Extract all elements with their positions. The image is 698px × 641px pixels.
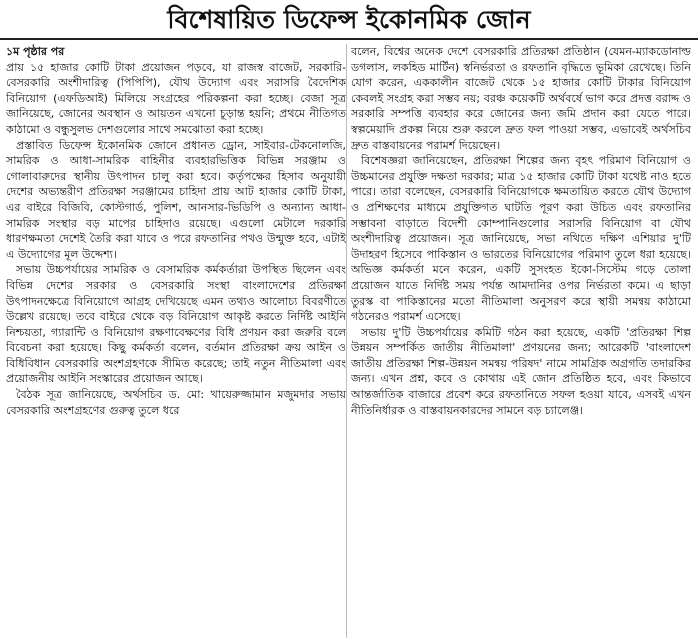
headline: বিশেষায়িত ডিফেন্স ইকোনমিক জোন: [167, 5, 531, 34]
left-column: [6, 44, 346, 638]
paragraph: বলেন, বিশ্বের অনেক দেশে বেসরকারি প্রতিরক্ষা প্রতিষ্ঠান (যেমন-ম্যাকডোনাল্ড ডগলাস, লকহিড মার্টিন) স্বনির্ভরতা ও রফতানি বৃদ্ধিতে ভূমিকা রেখেছে। তিনি যোগ করেন, এককালীন বাজেট থেকে ১৫ হাজার কোটি টাকার বিনিয়োগ কেবলই সংগ্রহ করা সম্ভব নয়; বরঞ্চ কয়েকটি অর্থবর্ষে ভাগ করে প্রদত্ত বরাদ্দ ও সরকারি সম্পত্তি ব্যবহার করে জোনের জন্য জমি প্রদান করা যেতে পারে। স্বল্পমেয়াদি প্রকল্প নিয়ে শুরু করলে দ্রুত ফল পাওয়া সম্ভব, এভাবেই অর্থসচিব দ্রুত বাস্তবায়নের পরামর্শ দিয়েছেন।: [351, 45, 691, 152]
headline-area: [0, 0, 698, 40]
paragraph: প্রায় ১৫ হাজার কোটি টাকা প্রয়োজন পড়বে, যা রাজস্ব বাজেট, সরকারি-বেসরকারি অংশীদারিত্ব (পিপিপি), যৌথ উদ্যোগ এবং সরাসরি বৈদেশিক বিনিয়োগ (এফডিআই) মিলিয়ে সংগ্রহের পরিকল্পনা করা হচ্ছে। বেজা সূত্র জানিয়েছে, জোনের অবস্থান ও আয়তন এখনো চূড়ান্ত হয়নি; প্রথমে নীতিগত কাঠামো ও বন্ধুসুলভ দেশগুলোর সাথে সমঝোতা করা হচ্ছে।: [6, 60, 346, 136]
continued-from-label: ১ম পৃষ্ঠার পর: [6, 45, 65, 58]
headline-rule: [0, 38, 698, 40]
right-column: [351, 44, 691, 638]
paragraph: সভায় দু'টি উচ্চপর্যায়ের কমিটি গঠন করা হয়েছে, একটি 'প্রতিরক্ষা শিল্প উন্নয়ন সম্পর্কিত জাতীয় নীতিমালা' প্রণয়নের জন্য; আরেকটি 'বাংলাদেশ জাতীয় প্রতিরক্ষা শিল্প-উন্নয়ন সমন্বয় পরিষদ' নামে সামগ্রিক অগ্রগতি তদারকির জন্য। এখন প্রশ্ন, কবে ও কোথায় এই জোন প্রতিষ্ঠিত হবে, এবং কিভাবে আন্তর্জাতিক বাজারে প্রবেশ করে রফতানিতে সফল হওয়া যাবে, এসবই এখন নীতিনির্ধারক ও বাস্তবায়নকারদের সামনে বড় চ্যালেঞ্জ।: [351, 325, 691, 417]
paragraph: বিশেষজ্ঞরা জানিয়েছেন, প্রতিরক্ষা শিল্পের জন্য বৃহৎ পরিমাণ বিনিয়োগ ও উচ্চমানের প্রযুক্তি দক্ষতা দরকার; মাত্র ১৫ হাজার কোটি টাকা যথেষ্ট নাও হতে পারে। তারা বলেছেন, বেসরকারি বিনিয়োগকে ক্ষমতায়িত করতে যৌথ উদ্যোগ ও প্রশিক্ষণের মাধ্যমে প্রযুক্তিগত ঘাটতি পূরণ করা উচিত এবং রফতানির সম্ভাবনা বাড়াতে বিদেশী কোম্পানিগুলোর সরাসরি বিনিয়োগ বা যৌথ অংশীদারিত্ব প্রয়োজন। সূত্র জানিয়েছে, সভা নথিতে দক্ষিণ এশিয়ার দু'টি উদাহরণ হিসেবে পাকিস্তান ও ভারতের বিনিয়োগের পরিমাণ তুলে ধরা হয়েছে। অভিজ্ঞ কর্মকর্তা মনে করেন, একটি সুসংহত ইকো-সিস্টেম গড়ে তোলা প্রয়োজন যাতে নির্দিষ্ট সময় পর্যন্ত আমদানির ওপর নির্ভরতা কমে। এ ছাড়া তুরস্ক বা পাকিস্তানের মতো নীতিমালা অনুসরণ করে স্থায়ী সমন্বয় কাঠামো গঠনেরও পরামর্শ এসেছে।: [351, 154, 691, 324]
column-divider: [346, 44, 347, 638]
paragraph: সভায় উচ্চপর্যায়ের সামরিক ও বেসামরিক কর্মকর্তারা উপস্থিত ছিলেন এবং বিভিন্ন দেশের সরকার ও বেসরকারি সংস্থা বাংলাদেশের প্রতিরক্ষা উৎপাদনক্ষেত্রে বিনিয়োগে আগ্রহ দেখিয়েছে এমন তথ্যও আলোচ্য বিবরণীতে উল্লেখ রয়েছে। তবে বাইরে থেকে বড় বিনিয়োগ আকৃষ্ট করতে নির্দিষ্ট আইনি নিশ্চয়তা, গ্যারান্টি ও বিনিয়োগ রক্ষণাবেক্ষণের বিধি প্রণয়ন করা জরুরি বলে বিবেচনা করা হয়েছে। কিছু কর্মকর্তা বলেন, বর্তমান প্রতিরক্ষা ক্রয় আইন ও বিধিবিধান বেসরকারি অংশগ্রহণকে সীমিত করেছে; তাই নতুন নীতিমালা এবং প্রয়োজনীয় আইনি সংস্কারের প্রয়োজন আছে।: [6, 263, 346, 386]
paragraph: বৈঠক সূত্র জানিয়েছে, অর্থসচিব ড. মো: খায়েরুজ্জামান মজুমদার সভায় বেসরকারি অংশগ্রহণের গুরুত্ব তুলে ধরে: [6, 388, 346, 417]
paragraph: প্রস্তাবিত ডিফেন্স ইকোনমিক জোনে প্রধানত ড্রোন, সাইবার-টেকনোলজি, সামরিক ও আধা-সামরিক বাহিনীর ব্যবহারভিত্তিক বিভিন্ন সরঞ্জাম ও গোলাবারুদের স্থানীয় উৎপাদন চালু করা হবে। কর্তৃপক্ষের হিসাব অনুযায়ী দেশের অভ্যন্তরীণ প্রতিরক্ষা সরঞ্জামের চাহিদা প্রায় আট হাজার কোটি টাকা, এর বাইরে বিজিবি, কোস্টগার্ড, পুলিশ, আনসার-ভিডিপি ও অন্যান্য আধা-সামরিক সংস্থার বড় মাপের চাহিদাও রয়েছে। এগুলো মেটালে দরকারি ধারণক্ষমতা দেশেই তৈরি করা যাবে ও পরে রফতানির পথও উন্মুক্ত হবে, এটাই এ উদ্যোগের মূল উদ্দেশ্য।: [6, 138, 346, 261]
